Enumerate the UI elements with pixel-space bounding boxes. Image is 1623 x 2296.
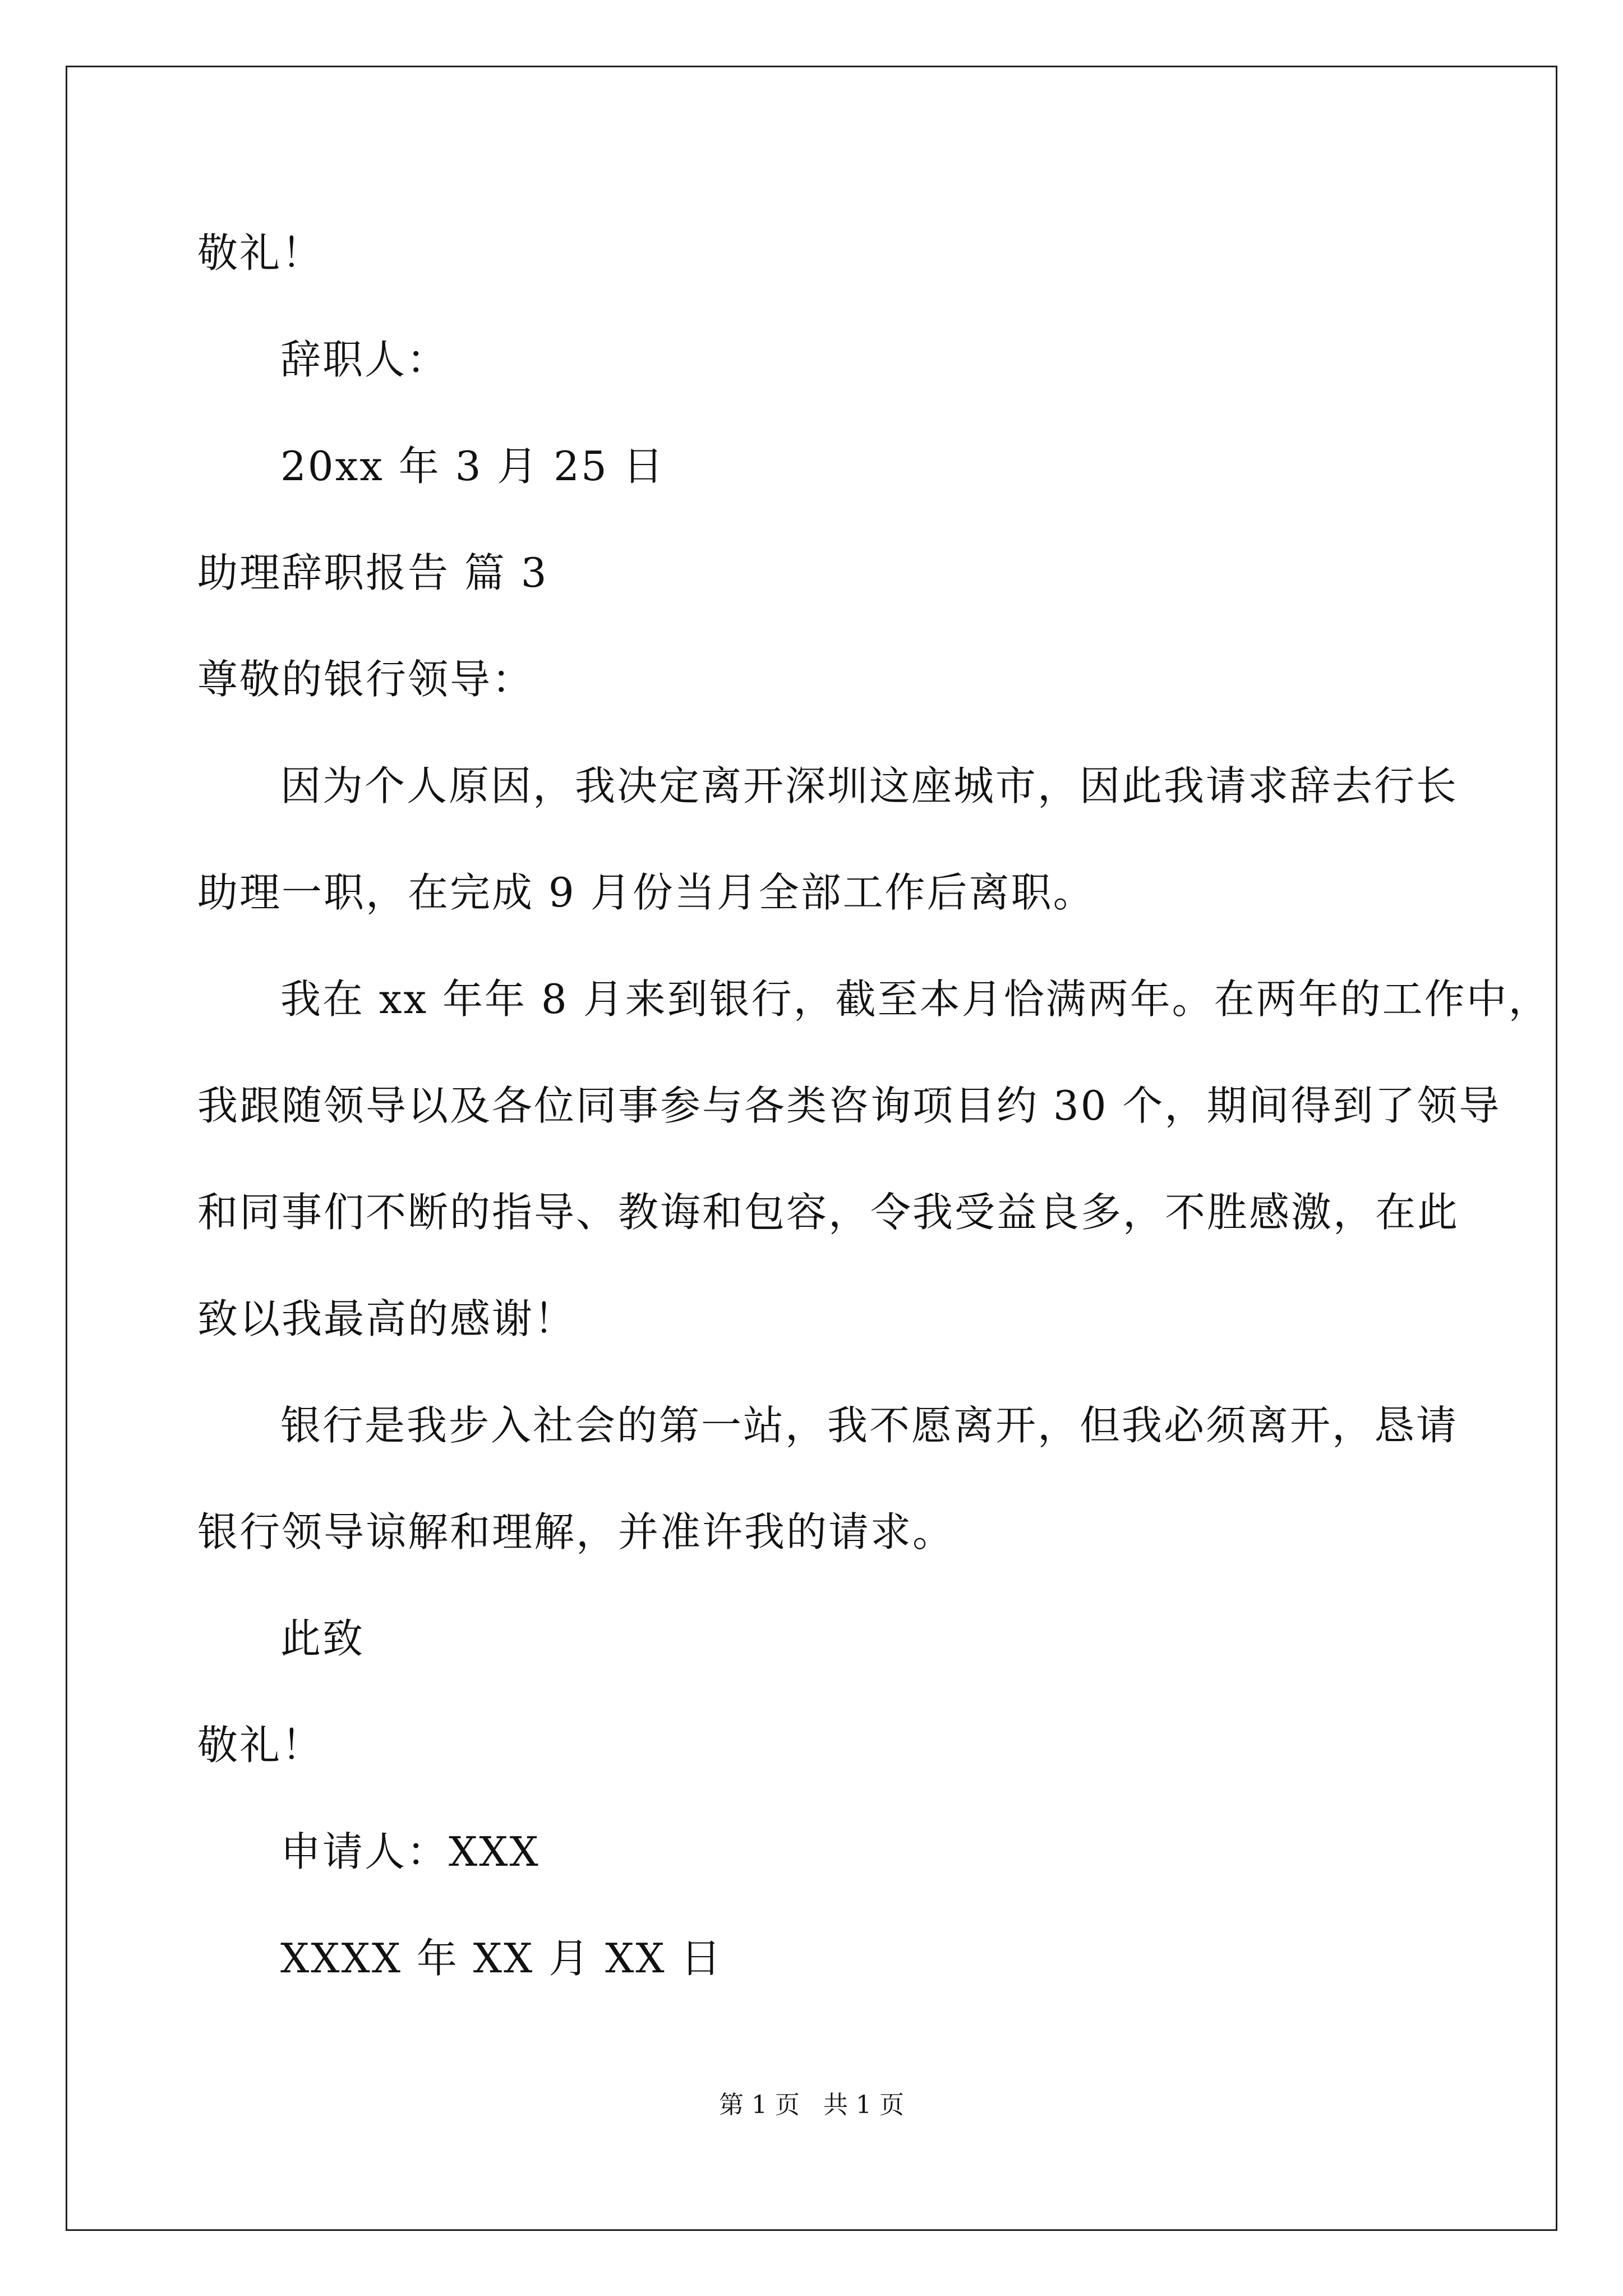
resigner-signature: 辞职人：	[280, 336, 449, 383]
paragraph-2-line-1: 我在 xx 年年 8 月来到银行，截至本月恰满两年。在两年的工作中，	[280, 976, 1551, 1023]
paragraph-3-line-2: 银行领导谅解和理解，并准许我的请求。	[197, 1508, 955, 1556]
salutation: 尊敬的银行领导：	[197, 656, 534, 703]
page-number-total: 共 1 页	[823, 2091, 904, 2119]
page-number-current: 第 1 页	[719, 2091, 800, 2119]
section-heading: 助理辞职报告 篇 3	[197, 549, 548, 596]
page-border	[66, 66, 1557, 2231]
paragraph-1-line-1: 因为个人原因，我决定离开深圳这座城市，因此我请求辞去行长	[280, 762, 1459, 809]
paragraph-1-line-2: 助理一职，在完成 9 月份当月全部工作后离职。	[197, 869, 1095, 916]
closing-salute-2: 敬礼！	[197, 1722, 324, 1769]
applicant-signature: 申请人：XXX	[280, 1828, 540, 1875]
application-date: XXXX 年 XX 月 XX 日	[280, 1935, 723, 1982]
closing-phrase: 此致	[280, 1615, 365, 1662]
paragraph-2-line-3: 和同事们不断的指导、教诲和包容，令我受益良多，不胜感激，在此	[197, 1189, 1460, 1236]
paragraph-3-line-1: 银行是我步入社会的第一站，我不愿离开，但我必须离开，恳请	[280, 1402, 1459, 1449]
closing-salute: 敬礼！	[197, 229, 324, 277]
paragraph-2-line-4: 致以我最高的感谢！	[197, 1295, 577, 1342]
signature-date: 20xx 年 3 月 25 日	[280, 443, 665, 490]
page-footer	[0, 2085, 1623, 2120]
paragraph-2-line-2: 我跟随领导以及各位同事参与各类咨询项目约 30 个，期间得到了领导	[197, 1082, 1501, 1129]
